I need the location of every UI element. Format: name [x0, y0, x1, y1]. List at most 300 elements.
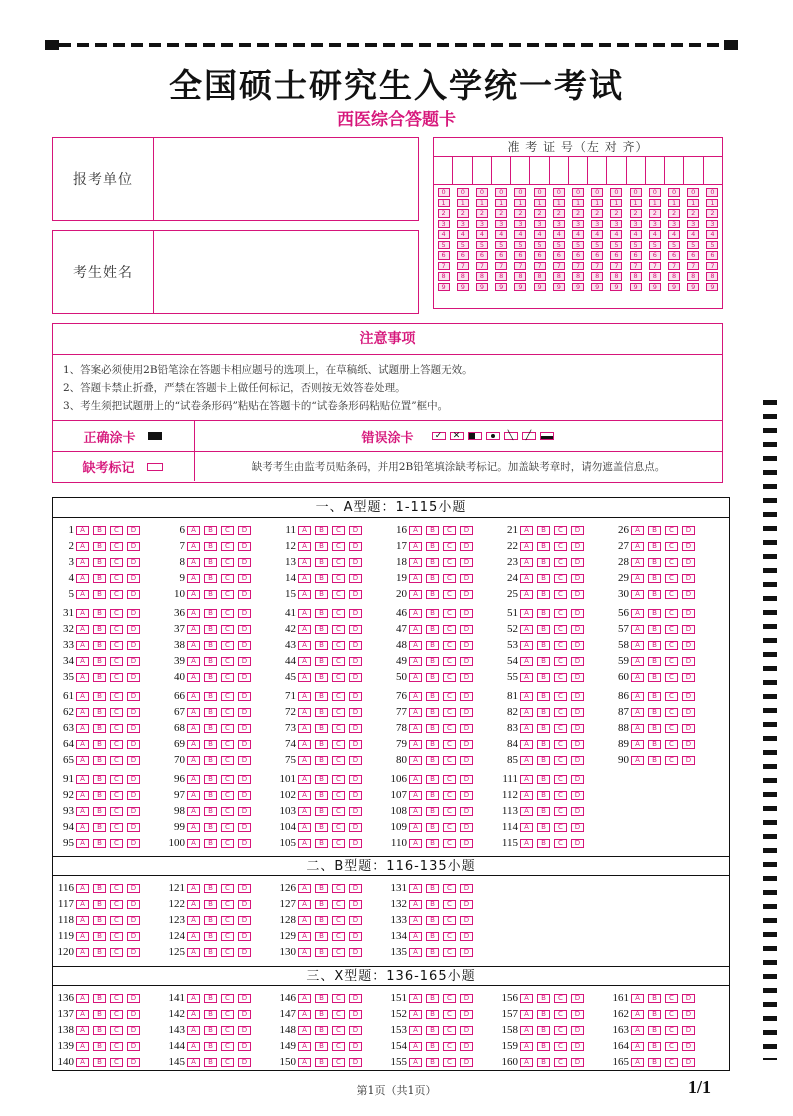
exam-id-digit-bubble[interactable]: 2 — [706, 209, 718, 218]
option-bubble-a[interactable]: A — [409, 839, 422, 848]
option-bubble-b[interactable]: B — [204, 900, 217, 909]
option-bubble-b[interactable]: B — [204, 526, 217, 535]
option-bubble-d[interactable]: D — [238, 1010, 251, 1019]
exam-id-digit-bubble[interactable]: 8 — [706, 272, 718, 281]
exam-id-digit-bubble[interactable]: 5 — [591, 241, 603, 250]
option-bubble-a[interactable]: A — [76, 526, 89, 535]
exam-id-digit-bubble[interactable]: 0 — [457, 188, 469, 197]
option-bubble-d[interactable]: D — [349, 932, 362, 941]
option-bubble-d[interactable]: D — [127, 708, 140, 717]
option-bubble-d[interactable]: D — [460, 932, 473, 941]
option-bubble-b[interactable]: B — [93, 590, 106, 599]
option-bubble-a[interactable]: A — [520, 1010, 533, 1019]
option-bubble-d[interactable]: D — [349, 692, 362, 701]
option-bubble-d[interactable]: D — [127, 791, 140, 800]
option-bubble-c[interactable]: C — [221, 823, 234, 832]
option-bubble-a[interactable]: A — [298, 724, 311, 733]
exam-id-digit-bubble[interactable]: 9 — [591, 283, 603, 292]
exam-id-digit-bubble[interactable]: 0 — [438, 188, 450, 197]
option-bubble-b[interactable]: B — [426, 948, 439, 957]
option-bubble-a[interactable]: A — [520, 994, 533, 1003]
option-bubble-a[interactable]: A — [409, 625, 422, 634]
option-bubble-a[interactable]: A — [298, 740, 311, 749]
exam-id-digit-bubble[interactable]: 5 — [610, 241, 622, 250]
exam-id-write-cell[interactable] — [588, 157, 607, 184]
option-bubble-b[interactable]: B — [93, 740, 106, 749]
exam-id-digit-bubble[interactable]: 9 — [514, 283, 526, 292]
option-bubble-d[interactable]: D — [460, 916, 473, 925]
option-bubble-b[interactable]: B — [204, 1058, 217, 1067]
option-bubble-a[interactable]: A — [520, 791, 533, 800]
option-bubble-a[interactable]: A — [409, 1010, 422, 1019]
option-bubble-b[interactable]: B — [204, 625, 217, 634]
option-bubble-d[interactable]: D — [349, 884, 362, 893]
exam-id-digit-bubble[interactable]: 3 — [706, 220, 718, 229]
option-bubble-b[interactable]: B — [315, 775, 328, 784]
option-bubble-d[interactable]: D — [571, 558, 584, 567]
option-bubble-b[interactable]: B — [204, 574, 217, 583]
exam-id-digit-bubble[interactable]: 8 — [630, 272, 642, 281]
exam-id-digit-bubble[interactable]: 8 — [553, 272, 565, 281]
option-bubble-d[interactable]: D — [571, 542, 584, 551]
option-bubble-d[interactable]: D — [571, 708, 584, 717]
exam-id-digit-bubble[interactable]: 6 — [572, 251, 584, 260]
option-bubble-d[interactable]: D — [238, 756, 251, 765]
option-bubble-c[interactable]: C — [221, 625, 234, 634]
option-bubble-c[interactable]: C — [221, 673, 234, 682]
option-bubble-a[interactable]: A — [409, 1042, 422, 1051]
option-bubble-a[interactable]: A — [409, 708, 422, 717]
option-bubble-a[interactable]: A — [631, 692, 644, 701]
option-bubble-c[interactable]: C — [332, 1026, 345, 1035]
option-bubble-b[interactable]: B — [315, 948, 328, 957]
option-bubble-c[interactable]: C — [110, 1026, 123, 1035]
option-bubble-a[interactable]: A — [520, 1058, 533, 1067]
option-bubble-c[interactable]: C — [332, 641, 345, 650]
option-bubble-a[interactable]: A — [187, 900, 200, 909]
option-bubble-d[interactable]: D — [238, 692, 251, 701]
option-bubble-d[interactable]: D — [460, 791, 473, 800]
exam-id-digit-bubble[interactable]: 3 — [572, 220, 584, 229]
exam-id-digit-bubble[interactable]: 3 — [687, 220, 699, 229]
exam-id-digit-bubble[interactable]: 3 — [553, 220, 565, 229]
option-bubble-a[interactable]: A — [409, 791, 422, 800]
option-bubble-c[interactable]: C — [221, 900, 234, 909]
option-bubble-c[interactable]: C — [554, 1010, 567, 1019]
option-bubble-a[interactable]: A — [76, 948, 89, 957]
option-bubble-a[interactable]: A — [76, 1042, 89, 1051]
option-bubble-a[interactable]: A — [76, 791, 89, 800]
option-bubble-a[interactable]: A — [298, 526, 311, 535]
option-bubble-c[interactable]: C — [110, 625, 123, 634]
option-bubble-a[interactable]: A — [520, 839, 533, 848]
exam-id-write-cell[interactable] — [646, 157, 665, 184]
option-bubble-a[interactable]: A — [520, 775, 533, 784]
option-bubble-d[interactable]: D — [460, 625, 473, 634]
option-bubble-d[interactable]: D — [571, 590, 584, 599]
option-bubble-a[interactable]: A — [76, 590, 89, 599]
option-bubble-c[interactable]: C — [554, 1058, 567, 1067]
option-bubble-a[interactable]: A — [409, 558, 422, 567]
option-bubble-b[interactable]: B — [93, 692, 106, 701]
option-bubble-c[interactable]: C — [554, 823, 567, 832]
option-bubble-c[interactable]: C — [332, 590, 345, 599]
option-bubble-c[interactable]: C — [110, 1010, 123, 1019]
option-bubble-a[interactable]: A — [631, 1058, 644, 1067]
option-bubble-d[interactable]: D — [127, 740, 140, 749]
option-bubble-c[interactable]: C — [554, 609, 567, 618]
option-bubble-b[interactable]: B — [204, 609, 217, 618]
option-bubble-a[interactable]: A — [298, 641, 311, 650]
exam-id-digit-bubble[interactable]: 0 — [649, 188, 661, 197]
option-bubble-c[interactable]: C — [554, 756, 567, 765]
exam-id-digit-bubble[interactable]: 4 — [668, 230, 680, 239]
option-bubble-a[interactable]: A — [76, 839, 89, 848]
option-bubble-d[interactable]: D — [682, 558, 695, 567]
exam-id-digit-bubble[interactable]: 5 — [514, 241, 526, 250]
option-bubble-d[interactable]: D — [349, 574, 362, 583]
option-bubble-d[interactable]: D — [682, 740, 695, 749]
option-bubble-a[interactable]: A — [298, 916, 311, 925]
option-bubble-a[interactable]: A — [409, 775, 422, 784]
option-bubble-d[interactable]: D — [127, 1026, 140, 1035]
option-bubble-d[interactable]: D — [460, 884, 473, 893]
exam-id-digit-bubble[interactable]: 6 — [687, 251, 699, 260]
exam-id-digit-bubble[interactable]: 2 — [476, 209, 488, 218]
exam-id-digit-bubble[interactable]: 7 — [630, 262, 642, 271]
option-bubble-d[interactable]: D — [349, 657, 362, 666]
option-bubble-d[interactable]: D — [349, 740, 362, 749]
option-bubble-a[interactable]: A — [76, 542, 89, 551]
option-bubble-a[interactable]: A — [631, 740, 644, 749]
option-bubble-d[interactable]: D — [571, 740, 584, 749]
option-bubble-d[interactable]: D — [238, 641, 251, 650]
option-bubble-b[interactable]: B — [204, 791, 217, 800]
option-bubble-d[interactable]: D — [349, 1042, 362, 1051]
option-bubble-a[interactable]: A — [520, 724, 533, 733]
option-bubble-b[interactable]: B — [537, 692, 550, 701]
option-bubble-d[interactable]: D — [460, 724, 473, 733]
exam-id-digit-bubble[interactable]: 4 — [495, 230, 507, 239]
option-bubble-c[interactable]: C — [332, 756, 345, 765]
candidate-name-box[interactable] — [52, 230, 419, 314]
option-bubble-b[interactable]: B — [537, 791, 550, 800]
option-bubble-a[interactable]: A — [631, 558, 644, 567]
option-bubble-c[interactable]: C — [665, 673, 678, 682]
option-bubble-d[interactable]: D — [571, 625, 584, 634]
option-bubble-a[interactable]: A — [298, 657, 311, 666]
option-bubble-b[interactable]: B — [648, 708, 661, 717]
option-bubble-c[interactable]: C — [221, 1058, 234, 1067]
option-bubble-c[interactable]: C — [554, 542, 567, 551]
option-bubble-b[interactable]: B — [648, 526, 661, 535]
option-bubble-c[interactable]: C — [443, 932, 456, 941]
option-bubble-d[interactable]: D — [571, 1010, 584, 1019]
option-bubble-b[interactable]: B — [93, 558, 106, 567]
option-bubble-b[interactable]: B — [426, 900, 439, 909]
option-bubble-b[interactable]: B — [648, 756, 661, 765]
option-bubble-d[interactable]: D — [349, 994, 362, 1003]
option-bubble-a[interactable]: A — [76, 1058, 89, 1067]
exam-id-digit-bubble[interactable]: 3 — [649, 220, 661, 229]
option-bubble-d[interactable]: D — [682, 724, 695, 733]
option-bubble-c[interactable]: C — [665, 708, 678, 717]
exam-id-digit-bubble[interactable]: 2 — [438, 209, 450, 218]
option-bubble-a[interactable]: A — [520, 657, 533, 666]
exam-id-digit-bubble[interactable]: 1 — [534, 199, 546, 208]
option-bubble-a[interactable]: A — [298, 775, 311, 784]
option-bubble-d[interactable]: D — [238, 542, 251, 551]
option-bubble-d[interactable]: D — [238, 558, 251, 567]
option-bubble-d[interactable]: D — [682, 574, 695, 583]
exam-id-digit-bubble[interactable]: 7 — [610, 262, 622, 271]
option-bubble-c[interactable]: C — [665, 1010, 678, 1019]
option-bubble-b[interactable]: B — [315, 625, 328, 634]
option-bubble-d[interactable]: D — [238, 657, 251, 666]
option-bubble-b[interactable]: B — [93, 775, 106, 784]
option-bubble-b[interactable]: B — [648, 692, 661, 701]
exam-id-digit-bubble[interactable]: 8 — [668, 272, 680, 281]
option-bubble-a[interactable]: A — [631, 1042, 644, 1051]
option-bubble-d[interactable]: D — [127, 807, 140, 816]
exam-id-digit-bubble[interactable]: 9 — [610, 283, 622, 292]
option-bubble-a[interactable]: A — [187, 692, 200, 701]
option-bubble-b[interactable]: B — [426, 791, 439, 800]
option-bubble-b[interactable]: B — [426, 692, 439, 701]
exam-id-digit-bubble[interactable]: 6 — [553, 251, 565, 260]
exam-id-digit-bubble[interactable]: 7 — [649, 262, 661, 271]
exam-id-digit-bubble[interactable]: 0 — [610, 188, 622, 197]
option-bubble-b[interactable]: B — [93, 884, 106, 893]
option-bubble-c[interactable]: C — [110, 641, 123, 650]
option-bubble-d[interactable]: D — [238, 807, 251, 816]
exam-id-digit-bubble[interactable]: 6 — [514, 251, 526, 260]
exam-id-digit-bubble[interactable]: 1 — [495, 199, 507, 208]
option-bubble-a[interactable]: A — [520, 590, 533, 599]
option-bubble-a[interactable]: A — [298, 884, 311, 893]
exam-id-digit-bubble[interactable]: 4 — [457, 230, 469, 239]
option-bubble-d[interactable]: D — [460, 641, 473, 650]
exam-id-digit-bubble[interactable]: 7 — [668, 262, 680, 271]
exam-id-digit-bubble[interactable]: 8 — [457, 272, 469, 281]
option-bubble-b[interactable]: B — [537, 823, 550, 832]
option-bubble-c[interactable]: C — [332, 625, 345, 634]
option-bubble-a[interactable]: A — [76, 724, 89, 733]
option-bubble-a[interactable]: A — [409, 916, 422, 925]
option-bubble-b[interactable]: B — [93, 823, 106, 832]
option-bubble-d[interactable]: D — [238, 673, 251, 682]
exam-id-digit-bubble[interactable]: 7 — [495, 262, 507, 271]
exam-id-digit-bubble[interactable]: 3 — [610, 220, 622, 229]
option-bubble-b[interactable]: B — [315, 673, 328, 682]
exam-id-digit-bubble[interactable]: 1 — [706, 199, 718, 208]
option-bubble-a[interactable]: A — [409, 994, 422, 1003]
option-bubble-d[interactable]: D — [571, 994, 584, 1003]
option-bubble-c[interactable]: C — [665, 625, 678, 634]
exam-id-digit-bubble[interactable]: 4 — [572, 230, 584, 239]
option-bubble-a[interactable]: A — [631, 574, 644, 583]
option-bubble-c[interactable]: C — [443, 1042, 456, 1051]
option-bubble-a[interactable]: A — [76, 692, 89, 701]
option-bubble-b[interactable]: B — [648, 673, 661, 682]
exam-id-digit-bubble[interactable]: 5 — [438, 241, 450, 250]
option-bubble-c[interactable]: C — [110, 542, 123, 551]
option-bubble-c[interactable]: C — [443, 884, 456, 893]
exam-id-digit-bubble[interactable]: 0 — [572, 188, 584, 197]
option-bubble-b[interactable]: B — [537, 1026, 550, 1035]
option-bubble-b[interactable]: B — [315, 839, 328, 848]
option-bubble-a[interactable]: A — [187, 839, 200, 848]
option-bubble-b[interactable]: B — [204, 756, 217, 765]
option-bubble-c[interactable]: C — [554, 1026, 567, 1035]
option-bubble-c[interactable]: C — [221, 724, 234, 733]
option-bubble-c[interactable]: C — [443, 823, 456, 832]
option-bubble-c[interactable]: C — [443, 1010, 456, 1019]
option-bubble-d[interactable]: D — [460, 609, 473, 618]
option-bubble-b[interactable]: B — [537, 526, 550, 535]
option-bubble-b[interactable]: B — [204, 916, 217, 925]
option-bubble-d[interactable]: D — [238, 724, 251, 733]
option-bubble-a[interactable]: A — [520, 625, 533, 634]
option-bubble-d[interactable]: D — [349, 807, 362, 816]
option-bubble-c[interactable]: C — [332, 948, 345, 957]
option-bubble-a[interactable]: A — [76, 609, 89, 618]
option-bubble-d[interactable]: D — [127, 1058, 140, 1067]
exam-id-digit-bubble[interactable]: 6 — [668, 251, 680, 260]
option-bubble-c[interactable]: C — [443, 807, 456, 816]
option-bubble-a[interactable]: A — [409, 823, 422, 832]
exam-id-digit-bubble[interactable]: 0 — [514, 188, 526, 197]
option-bubble-c[interactable]: C — [110, 948, 123, 957]
option-bubble-d[interactable]: D — [349, 1026, 362, 1035]
option-bubble-c[interactable]: C — [110, 823, 123, 832]
option-bubble-c[interactable]: C — [221, 609, 234, 618]
exam-id-write-cell[interactable] — [473, 157, 492, 184]
option-bubble-d[interactable]: D — [682, 590, 695, 599]
option-bubble-c[interactable]: C — [221, 708, 234, 717]
option-bubble-d[interactable]: D — [460, 673, 473, 682]
exam-id-digit-bubble[interactable]: 1 — [438, 199, 450, 208]
option-bubble-d[interactable]: D — [571, 775, 584, 784]
option-bubble-d[interactable]: D — [238, 590, 251, 599]
exam-id-digit-bubble[interactable]: 1 — [514, 199, 526, 208]
exam-id-digit-bubble[interactable]: 8 — [687, 272, 699, 281]
option-bubble-c[interactable]: C — [221, 558, 234, 567]
option-bubble-d[interactable]: D — [571, 692, 584, 701]
exam-id-digit-bubble[interactable]: 2 — [572, 209, 584, 218]
option-bubble-b[interactable]: B — [648, 542, 661, 551]
exam-id-digit-bubble[interactable]: 8 — [495, 272, 507, 281]
option-bubble-a[interactable]: A — [187, 823, 200, 832]
option-bubble-d[interactable]: D — [460, 526, 473, 535]
option-bubble-d[interactable]: D — [127, 948, 140, 957]
option-bubble-c[interactable]: C — [221, 1042, 234, 1051]
exam-id-digit-bubble[interactable]: 4 — [438, 230, 450, 239]
exam-id-digit-bubble[interactable]: 3 — [668, 220, 680, 229]
option-bubble-d[interactable]: D — [238, 526, 251, 535]
exam-id-digit-bubble[interactable]: 9 — [534, 283, 546, 292]
option-bubble-a[interactable]: A — [187, 558, 200, 567]
option-bubble-a[interactable]: A — [520, 641, 533, 650]
option-bubble-a[interactable]: A — [187, 807, 200, 816]
option-bubble-d[interactable]: D — [460, 756, 473, 765]
option-bubble-d[interactable]: D — [682, 1026, 695, 1035]
option-bubble-a[interactable]: A — [520, 574, 533, 583]
option-bubble-d[interactable]: D — [571, 724, 584, 733]
option-bubble-a[interactable]: A — [298, 590, 311, 599]
exam-id-digit-bubble[interactable]: 3 — [495, 220, 507, 229]
option-bubble-c[interactable]: C — [443, 839, 456, 848]
option-bubble-a[interactable]: A — [520, 673, 533, 682]
exam-id-digit-bubble[interactable]: 7 — [706, 262, 718, 271]
exam-id-digit-bubble[interactable]: 2 — [457, 209, 469, 218]
option-bubble-c[interactable]: C — [443, 948, 456, 957]
option-bubble-b[interactable]: B — [315, 900, 328, 909]
option-bubble-d[interactable]: D — [127, 994, 140, 1003]
option-bubble-d[interactable]: D — [460, 1058, 473, 1067]
option-bubble-b[interactable]: B — [204, 994, 217, 1003]
exam-id-digit-bubble[interactable]: 8 — [649, 272, 661, 281]
option-bubble-c[interactable]: C — [332, 1058, 345, 1067]
option-bubble-a[interactable]: A — [409, 1058, 422, 1067]
option-bubble-c[interactable]: C — [221, 839, 234, 848]
option-bubble-a[interactable]: A — [187, 1010, 200, 1019]
option-bubble-d[interactable]: D — [460, 574, 473, 583]
option-bubble-d[interactable]: D — [571, 1042, 584, 1051]
exam-id-digit-bubble[interactable]: 7 — [476, 262, 488, 271]
option-bubble-b[interactable]: B — [93, 994, 106, 1003]
option-bubble-c[interactable]: C — [332, 574, 345, 583]
exam-id-digit-bubble[interactable]: 6 — [534, 251, 546, 260]
option-bubble-a[interactable]: A — [409, 948, 422, 957]
option-bubble-c[interactable]: C — [110, 724, 123, 733]
option-bubble-d[interactable]: D — [682, 657, 695, 666]
exam-id-digit-bubble[interactable]: 4 — [476, 230, 488, 239]
option-bubble-c[interactable]: C — [665, 590, 678, 599]
option-bubble-a[interactable]: A — [409, 756, 422, 765]
option-bubble-a[interactable]: A — [520, 756, 533, 765]
option-bubble-d[interactable]: D — [571, 609, 584, 618]
exam-id-digit-bubble[interactable]: 4 — [514, 230, 526, 239]
exam-id-digit-bubble[interactable]: 4 — [553, 230, 565, 239]
exam-id-digit-bubble[interactable]: 8 — [438, 272, 450, 281]
exam-id-digit-bubble[interactable]: 5 — [668, 241, 680, 250]
option-bubble-c[interactable]: C — [665, 994, 678, 1003]
option-bubble-b[interactable]: B — [204, 948, 217, 957]
option-bubble-c[interactable]: C — [332, 1042, 345, 1051]
option-bubble-b[interactable]: B — [426, 542, 439, 551]
option-bubble-d[interactable]: D — [238, 839, 251, 848]
option-bubble-a[interactable]: A — [409, 609, 422, 618]
option-bubble-b[interactable]: B — [315, 756, 328, 765]
option-bubble-b[interactable]: B — [204, 839, 217, 848]
option-bubble-b[interactable]: B — [648, 574, 661, 583]
option-bubble-a[interactable]: A — [520, 526, 533, 535]
option-bubble-d[interactable]: D — [682, 542, 695, 551]
option-bubble-b[interactable]: B — [315, 823, 328, 832]
option-bubble-b[interactable]: B — [315, 916, 328, 925]
option-bubble-d[interactable]: D — [349, 708, 362, 717]
option-bubble-a[interactable]: A — [409, 657, 422, 666]
option-bubble-b[interactable]: B — [204, 708, 217, 717]
option-bubble-b[interactable]: B — [315, 1042, 328, 1051]
exam-id-digit-bubble[interactable]: 8 — [610, 272, 622, 281]
option-bubble-d[interactable]: D — [238, 1026, 251, 1035]
option-bubble-a[interactable]: A — [631, 673, 644, 682]
option-bubble-c[interactable]: C — [554, 641, 567, 650]
exam-id-digit-bubble[interactable]: 5 — [649, 241, 661, 250]
option-bubble-a[interactable]: A — [409, 542, 422, 551]
